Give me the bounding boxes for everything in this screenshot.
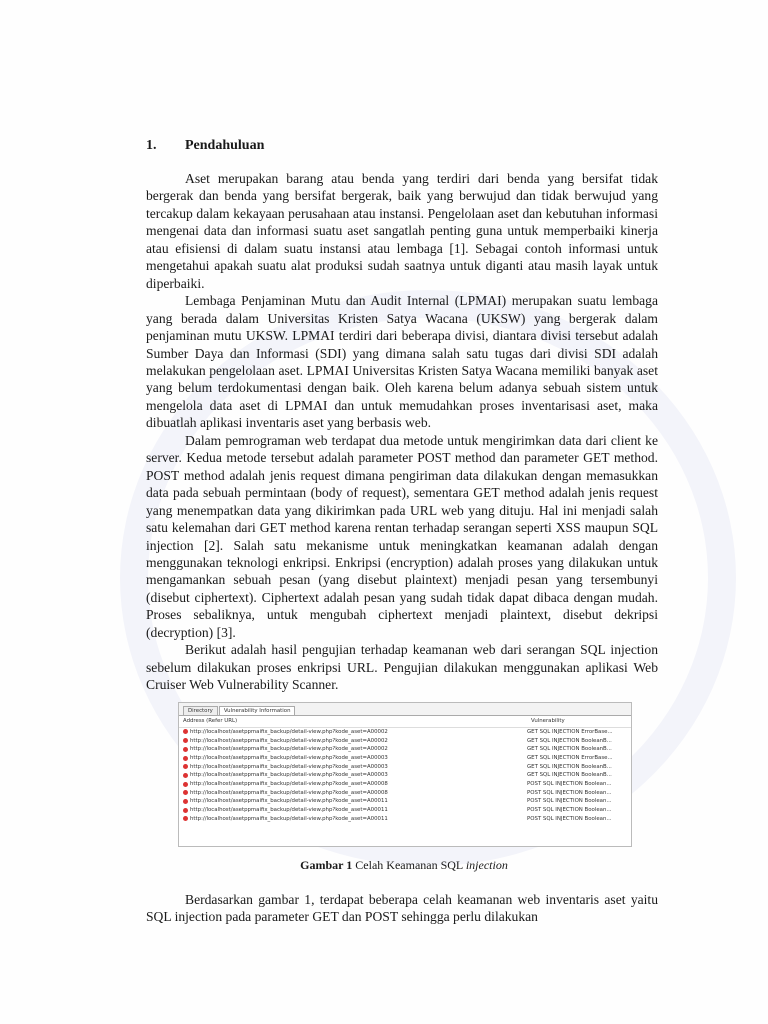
error-icon [183,756,188,761]
column-address: Address (Refer URL) [183,718,238,725]
caption-text: Celah Keamanan SQL [355,857,463,872]
row-vulnerability: GET SQL INJECTION BooleanB... [527,737,612,744]
error-icon [183,747,188,752]
error-icon [183,729,188,734]
row-vulnerability: POST SQL INJECTION Boolean... [527,781,612,788]
row-url: http://localhost/asetppmaifix_backup/detail-view.php?kode_aset=A00003 [190,763,388,770]
section-number: 1. [146,138,157,153]
vulnerability-list [179,728,631,824]
error-icon [183,764,188,769]
row-url: http://localhost/asetppmaifix_backup/detail-view.php?kode_aset=A00008 [190,789,388,796]
row-vulnerability: GET SQL INJECTION BooleanB... [527,746,612,753]
caption-label: Gambar 1 [300,857,353,872]
table-row [179,788,631,797]
row-vulnerability: POST SQL INJECTION Boolean... [527,807,612,814]
table-row [179,806,631,815]
error-icon [183,773,188,778]
table-header [179,716,631,728]
error-icon [183,782,188,787]
tab-vulnerability-information: Vulnerability Information [219,706,296,715]
row-vulnerability: GET SQL INJECTION ErrorBase... [527,728,613,735]
paragraph-1: Aset merupakan barang atau benda yang terdiri dari benda yang bersifat tidak bergerak dan benda yang bersifat bergerak, baik yang berwujud dan tidak berwujud yang tercakup dalam kekayaan perusahaan atau instansi. Pengelolaan aset dan kebutuhan informasi mengenai data dan informasi suatu aset sangatlah penting guna untuk memperbaiki kinerja atau efisiensi di dalam suatu instansi atau lembaga [1]. Sebagai contoh informasi untuk mengetahui apakah suatu alat produksi sudah saatnya untuk diganti atau masih layak untuk diperbaiki. [146,171,658,291]
column-vulnerability: Vulnerability [531,718,565,725]
row-url: http://localhost/asetppmaifix_backup/detail-view.php?kode_aset=A00003 [190,772,388,779]
table-row [179,814,631,823]
table-row [179,771,631,780]
scanner-screenshot [178,702,632,847]
section-heading [146,138,658,154]
table-row [179,736,631,745]
row-vulnerability: POST SQL INJECTION Boolean... [527,789,612,796]
error-icon [183,738,188,743]
table-row [179,754,631,763]
table-row [179,762,631,771]
row-url: http://localhost/asetppmaifix_backup/detail-view.php?kode_aset=A00008 [190,781,388,788]
row-vulnerability: POST SQL INJECTION Boolean... [527,798,612,805]
row-url: http://localhost/asetppmaifix_backup/detail-view.php?kode_aset=A00002 [190,728,388,735]
tab-directory: Directory [183,706,218,715]
figure-caption [178,858,630,873]
document-page [146,138,658,926]
error-icon [183,808,188,813]
error-icon [183,799,188,804]
figure-1 [178,702,630,873]
section-title: Pendahuluan [185,138,265,153]
caption-italic: injection [465,857,508,872]
scanner-tabs [179,703,631,716]
table-row [179,797,631,806]
paragraph-3: Dalam pemrograman web terdapat dua metode untuk mengirimkan data dari client ke server. Kedua metode tersebut adalah parameter POST method dan parameter GET method. POST method adalah jenis request dimana pengiriman data dilakukan dengan memasukkan data pada sebuah permintaan (body of request), sementara GET method adalah jenis request yang menempatkan data yang dikirimkan pada URL web yang dituju. Hal ini menjadi salah satu kelemahan dari GET method karena rentan terhadap serangan seperti XSS maupun SQL injection [2]. Salah satu mekanisme untuk meningkatkan keamanan adalah dengan menggunakan teknologi enkripsi. Enkripsi (encryption) adalah proses yang dilakukan untuk mengamankan sebuah pesan (yang disebut plaintext) menjadi pesan yang tersembunyi (disebut ciphertext). Ciphertext adalah pesan yang sudah tidak dapat dibaca dengan mudah. Proses sebaliknya, untuk mengubah ciphertext menjadi plaintext, disebut dekripsi (decryption) [3]. [146,432,658,640]
table-row [179,728,631,737]
row-url: http://localhost/asetppmaifix_backup/detail-view.php?kode_aset=A00011 [190,807,388,814]
paragraph-4: Berikut adalah hasil pengujian terhadap keamanan web dari serangan SQL injection sebelum dilakukan proses enkripsi URL. Pengujian dilakukan menggunakan aplikasi Web Cruiser Web Vulnerability Scanner. [146,642,658,693]
row-vulnerability: GET SQL INJECTION ErrorBase... [527,755,613,761]
paragraph-2: Lembaga Penjaminan Mutu dan Audit Internal (LPMAI) merupakan suatu lembaga yang berada dalam Universitas Kristen Satya Wacana (UKSW) yang bergerak dalam penjaminan mutu UKSW. LPMAI terdiri dari beberapa divisi, diantara divisi tersebut adalah Sumber Daya dan Informasi (SDI) yang dimana salah satu tugas dari divisi SDI adalah melakukan pengelolaan aset. LPMAI Universitas Kristen Satya Wacana memiliki banyak aset yang belum terdokumentasi dengan baik. Oleh karena belum adanya sebuah sistem untuk mengelola data aset di LPMAI dan untuk memudahkan proses inventarisasi aset, maka dibuatlah aplikasi inventaris aset yang berbasis web. [146,293,658,431]
row-url: http://localhost/asetppmaifix_backup/detail-view.php?kode_aset=A00011 [190,798,388,805]
row-vulnerability: GET SQL INJECTION BooleanB... [527,763,612,770]
row-url: http://localhost/asetppmaifix_backup/detail-view.php?kode_aset=A00003 [190,755,388,761]
row-vulnerability: POST SQL INJECTION Boolean... [527,815,612,822]
row-url: http://localhost/asetppmaifix_backup/detail-view.php?kode_aset=A00002 [190,737,388,744]
error-icon [183,816,188,821]
error-icon [183,790,188,795]
table-row [179,780,631,789]
row-url: http://localhost/asetppmaifix_backup/detail-view.php?kode_aset=A00011 [190,815,388,822]
paragraph-5: Berdasarkan gambar 1, terdapat beberapa celah keamanan web inventaris aset yaitu SQL injection pada parameter GET dan POST sehingga perlu dilakukan [146,891,658,925]
row-vulnerability: GET SQL INJECTION BooleanB... [527,772,612,779]
table-row [179,745,631,754]
row-url: http://localhost/asetppmaifix_backup/detail-view.php?kode_aset=A00002 [190,746,388,753]
